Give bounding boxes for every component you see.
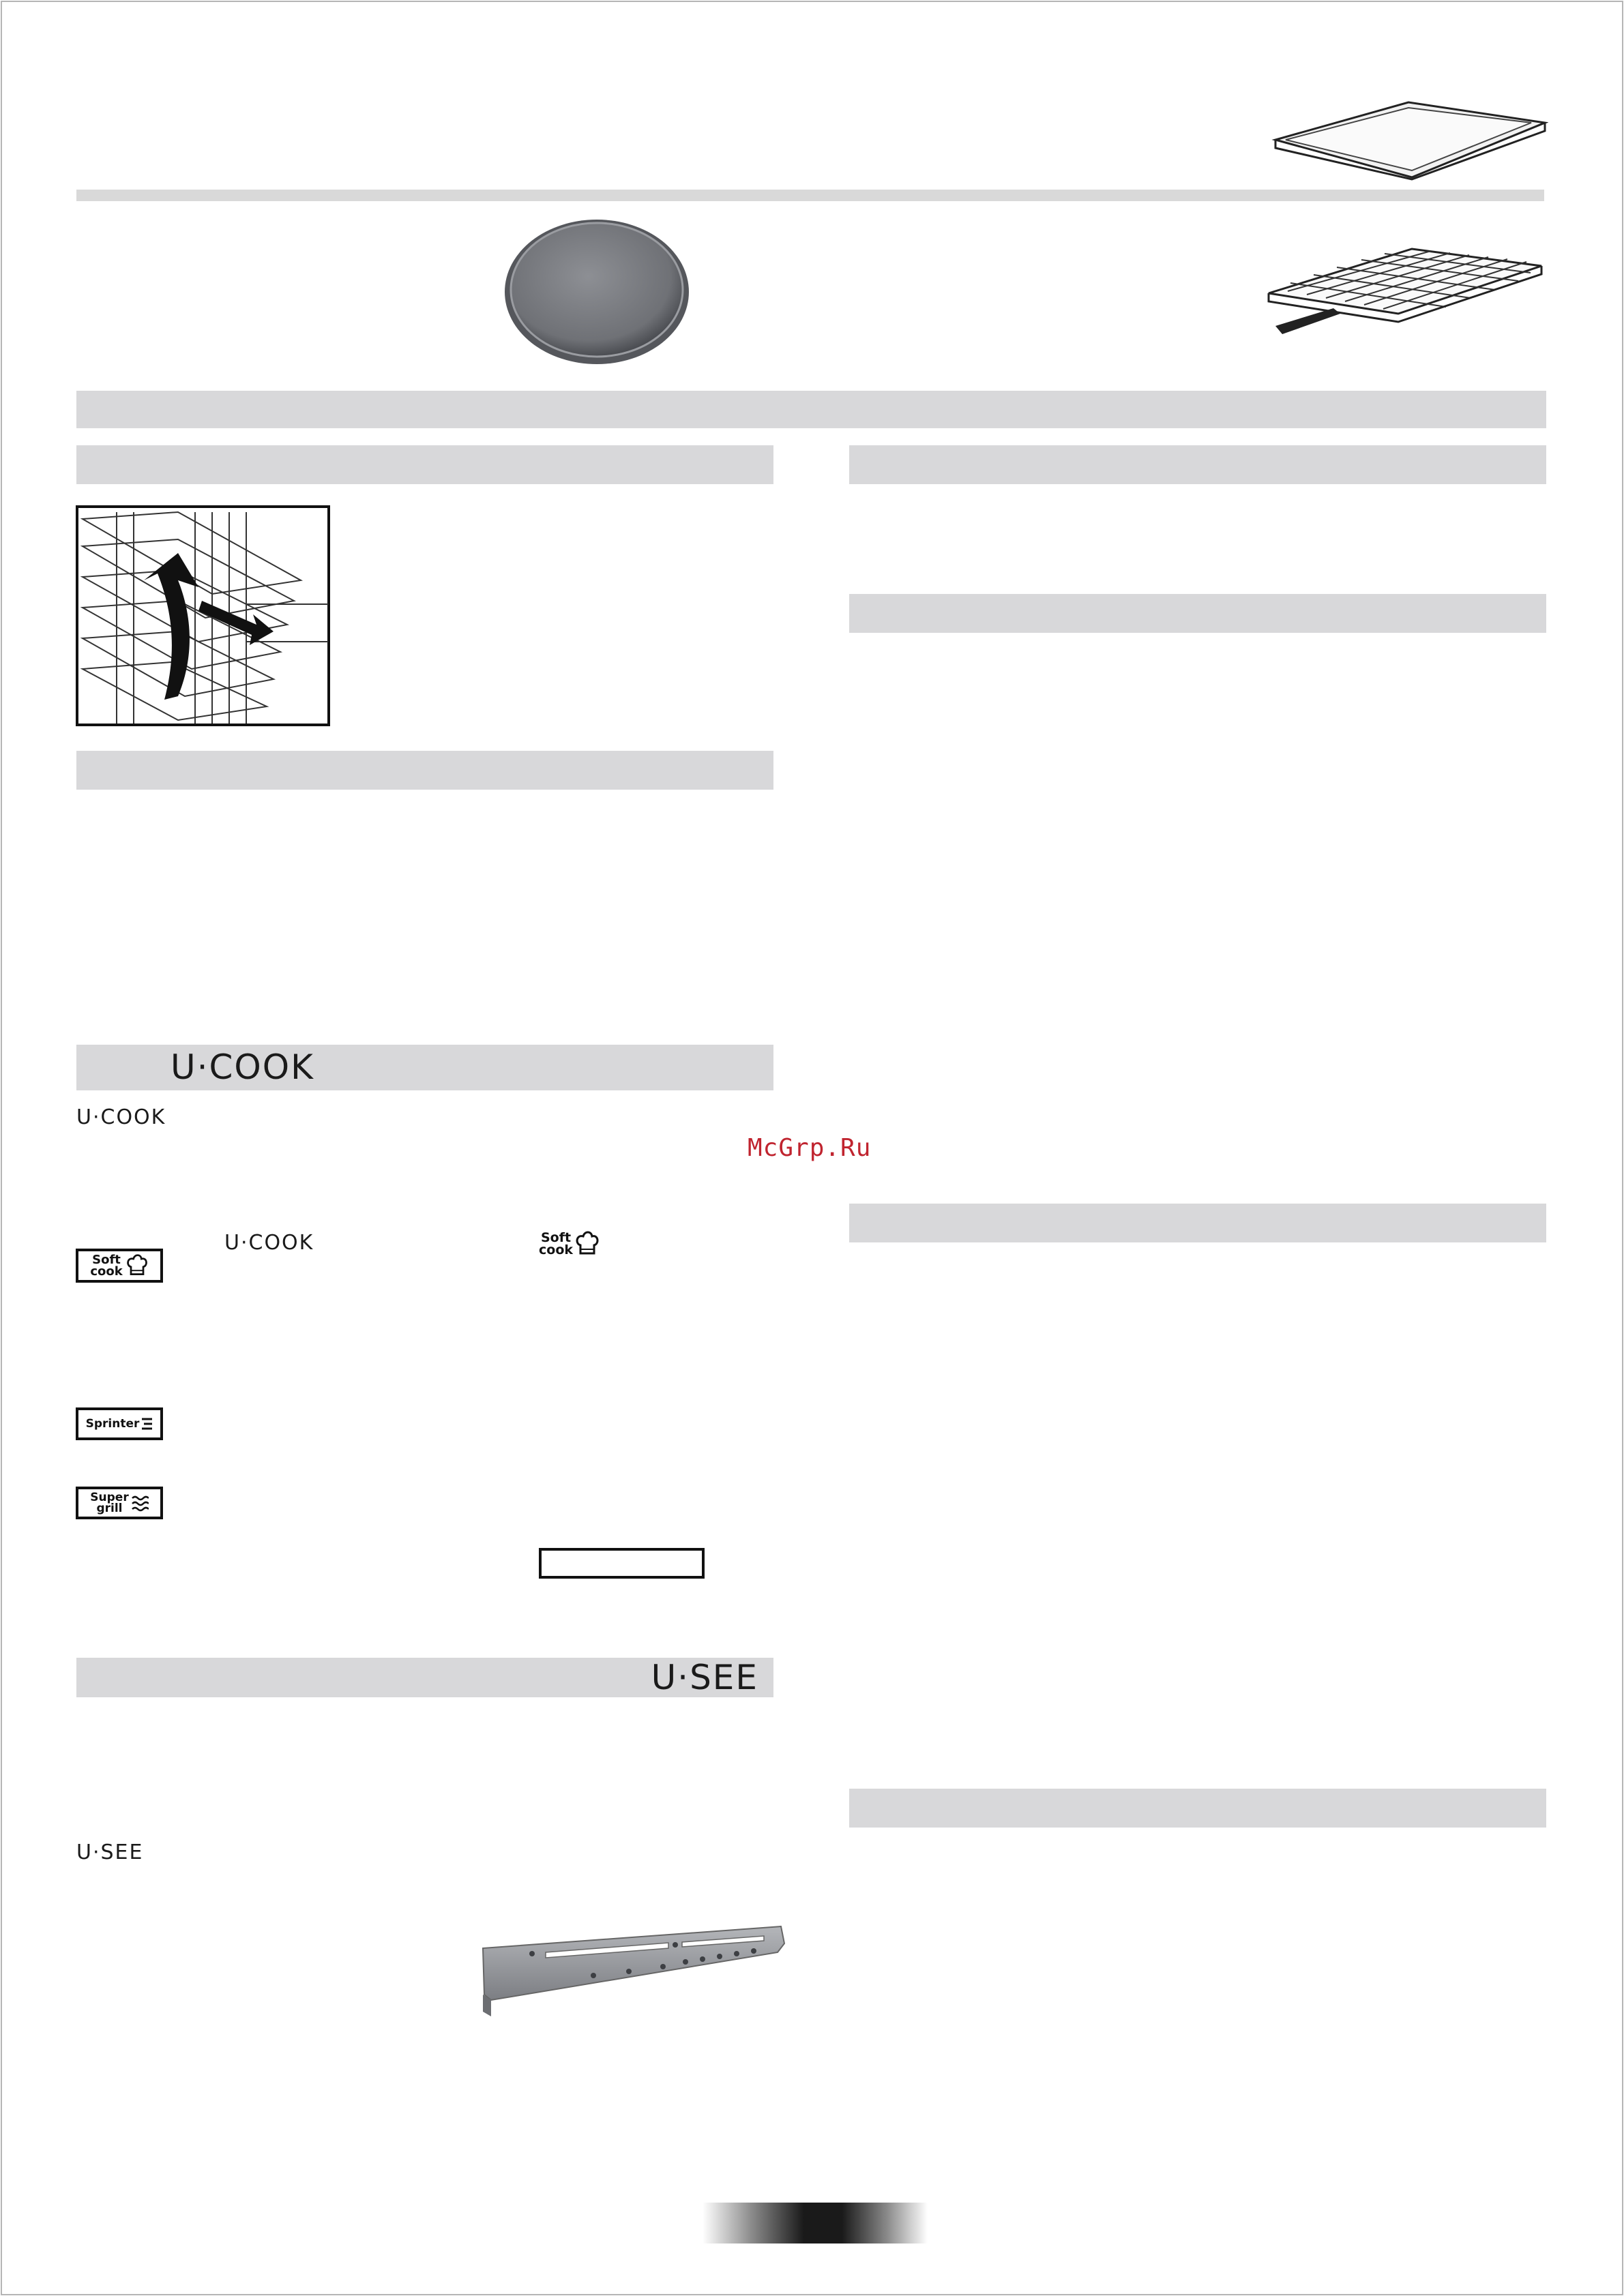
section-bar-ucook bbox=[76, 1045, 773, 1090]
chef-hat-icon bbox=[126, 1253, 149, 1278]
section-bar-right-2 bbox=[849, 594, 1546, 633]
super-grill-line1: Super bbox=[90, 1490, 129, 1504]
super-grill-button-icon bbox=[76, 1487, 163, 1519]
super-grill-line2: grill bbox=[96, 1502, 123, 1515]
ucook-heading-logo: U·COOK bbox=[171, 1047, 314, 1087]
chef-hat-icon bbox=[575, 1230, 600, 1257]
section-bar-left-1 bbox=[76, 445, 773, 484]
usee-inline-logo: U·SEE bbox=[76, 1840, 144, 1864]
section-bar-right-4 bbox=[849, 1789, 1546, 1828]
sprinter-label: Sprinter bbox=[85, 1416, 140, 1431]
ucook-inline-logo: U·COOK bbox=[76, 1105, 166, 1129]
sprinter-button-icon bbox=[76, 1407, 163, 1440]
grill-element-icon bbox=[131, 1494, 149, 1512]
watermark-text: McGrp.Ru bbox=[748, 1134, 872, 1162]
metal-strip-image bbox=[477, 1920, 788, 2022]
soft-cook-line2: cook bbox=[90, 1264, 123, 1279]
soft-cook-inline-line1: Soft bbox=[540, 1229, 572, 1245]
section-bar-left-2 bbox=[76, 751, 773, 790]
wire-rack-image bbox=[1255, 245, 1548, 344]
top-rule bbox=[76, 190, 1544, 201]
speed-lines-icon bbox=[141, 1416, 153, 1431]
display-box bbox=[539, 1548, 705, 1579]
baking-tray-image bbox=[1269, 99, 1548, 181]
side-rack-removal-image bbox=[76, 505, 330, 726]
usee-heading-logo: U·SEE bbox=[651, 1658, 758, 1697]
soft-cook-inline-line2: cook bbox=[539, 1242, 574, 1257]
page-footer-bar bbox=[703, 2203, 928, 2243]
section-bar-right-1 bbox=[849, 445, 1546, 484]
section-bar-usee bbox=[76, 1658, 773, 1697]
section-bar-main bbox=[76, 391, 1546, 428]
soft-cook-inline-symbol bbox=[539, 1227, 607, 1260]
pizza-pan-image bbox=[501, 215, 692, 366]
soft-cook-button-icon bbox=[76, 1249, 163, 1283]
ucook-inline-logo-2: U·COOK bbox=[224, 1231, 314, 1255]
section-bar-right-3 bbox=[849, 1204, 1546, 1242]
soft-cook-line1: Soft bbox=[92, 1252, 121, 1267]
